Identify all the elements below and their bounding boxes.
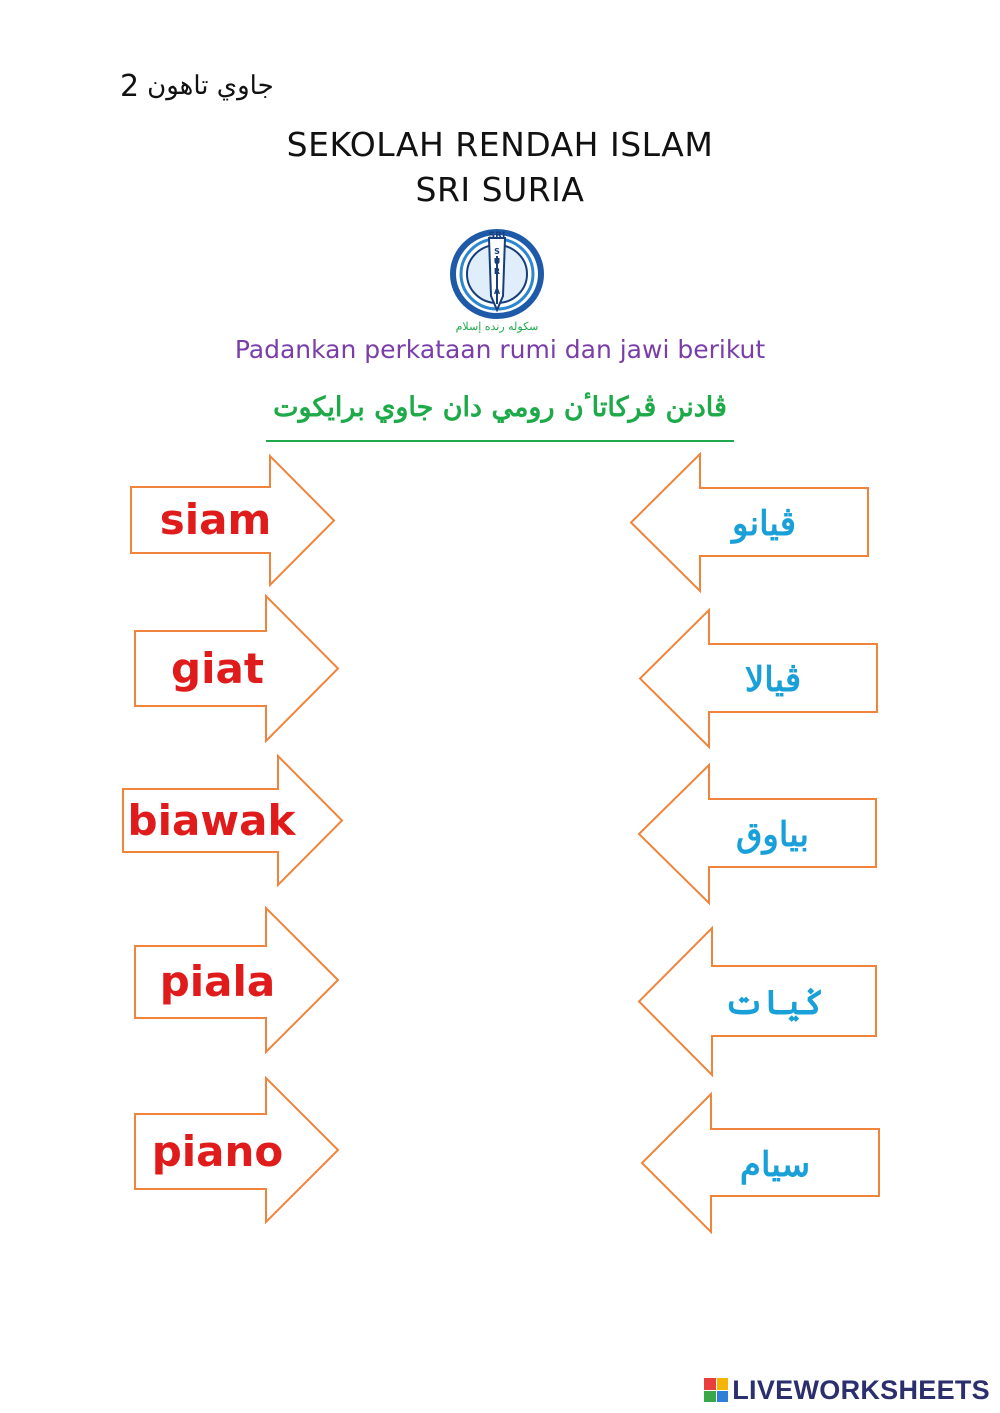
liveworksheets-logo-icon	[704, 1378, 728, 1402]
rumi-word-piano[interactable]: piano	[151, 1126, 284, 1176]
school-name-line2: SRI SURIA	[415, 170, 585, 209]
rumi-word-biawak[interactable]: biawak	[127, 795, 296, 845]
svg-text:R: R	[493, 267, 501, 276]
corner-label-jawi: جاوي تاهون	[147, 71, 274, 101]
school-name-line1: SEKOLAH RENDAH ISLAM	[286, 125, 714, 164]
svg-text:U: U	[493, 257, 501, 266]
rumi-word-piala[interactable]: piala	[159, 957, 276, 1006]
corner-label-number: 2	[120, 68, 140, 104]
svg-text:S: S	[494, 247, 500, 256]
liveworksheets-brand: LIVEWORKSHEETS	[732, 1374, 990, 1405]
rumi-word-giat[interactable]: giat	[171, 643, 264, 693]
jawi-word-3[interactable]: بياوق	[736, 815, 809, 855]
svg-text:سکوله رنده إسلام: سکوله رنده إسلام	[455, 320, 539, 333]
jawi-word-1[interactable]: ڤيانو	[732, 504, 796, 544]
instruction-rumi: Padankan perkataan rumi dan jawi berikut	[234, 335, 766, 364]
liveworksheets-footer	[704, 1375, 990, 1405]
svg-text:SRI: SRI	[488, 231, 506, 241]
jawi-word-5[interactable]: سيام	[739, 1144, 811, 1185]
rumi-word-siam[interactable]: siam	[159, 495, 272, 544]
svg-text:A: A	[493, 287, 501, 296]
svg-text:I: I	[495, 277, 499, 286]
instruction-jawi: ڤادنن ڤرکاتاٴن رومي دان جاوي برايکوت	[273, 392, 727, 423]
jawi-word-2[interactable]: ڤيالا	[744, 660, 802, 700]
jawi-word-4[interactable]: ݢيات	[724, 983, 824, 1023]
